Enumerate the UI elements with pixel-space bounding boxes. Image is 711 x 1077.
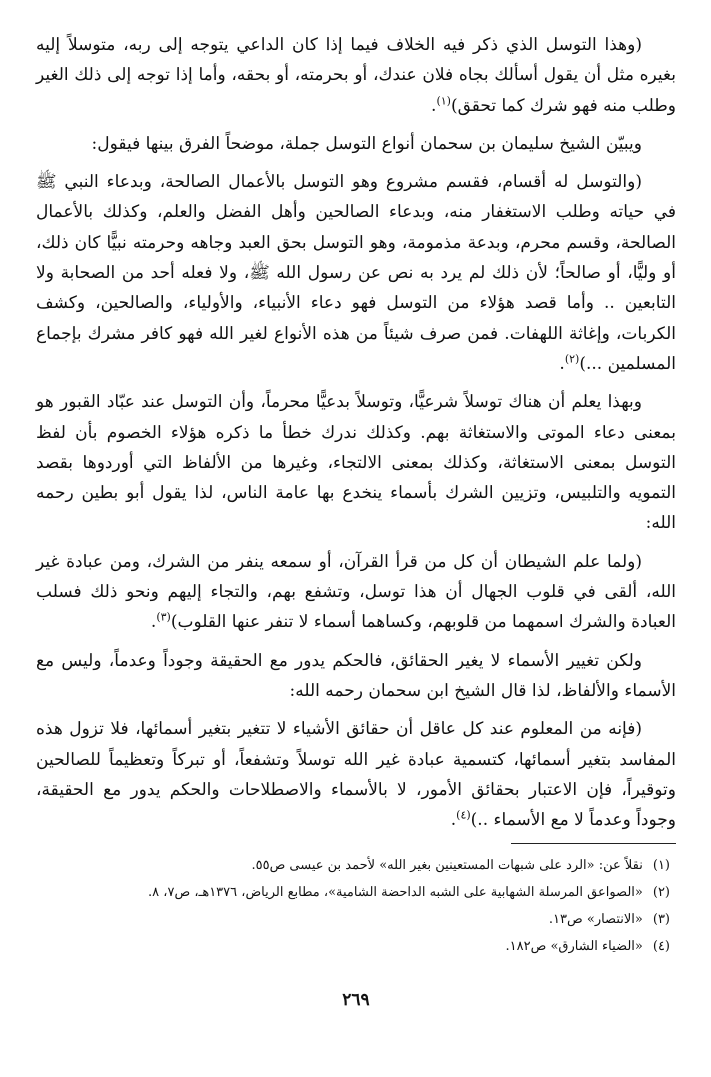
paragraph-2: ويبيّن الشيخ سليمان بن سحمان أنواع التوسل جملة، موضحاً الفرق بينها فيقول:: [91, 133, 642, 154]
book-page: [36, 30, 676, 1050]
footnote-number: (٤): [652, 939, 670, 955]
paragraph-7: (فإنه من المعلوم عند كل عاقل أن حقائق الأشياء لا تتغير بتغير أسمائها، فلا تزول هذه المفاسد بتغير أسمائها، كتسمية عبادة غير الله توسلاً وتشفعاً، أو تبركاً وتعظيماً للصالحين وتوقيراً، فإن الاعتبار بحقائق الأمور، لا بالأسماء والاصطلاحات والحكم يدور مع الحقيقة، وجوداً وعدماً لا مع الأسماء ..)$^{(٤)}$.: [36, 719, 676, 831]
footnote-1: [36, 852, 676, 879]
footnote-text: نقلاً عن: «الرد على شبهات المستعينين بغير الله» لأحمد بن عيسى ص٥٥.: [251, 858, 643, 874]
paragraph-4: وبهذا يعلم أن هناك توسلاً شرعيًّا، وتوسلاً بدعيًّا محرماً، وأن التوسل عند عبّاد القبور هو بمعنى دعاء الموتى والاستغاثة بهم. وكذلك ندرك خطأ ما ذكره هؤلاء الخصوم بأن لفظ التوسل بمعنى الاستغاثة، وكذلك بمعنى الالتجاء، وغيرها من الألفاظ التي أوردوها بقصد التمويه والتلبيس، وتزيين الشرك بأسماء ينخدع بها عامة الناس، لذا يقول أبو بطين رحمه الله:: [36, 392, 676, 534]
footnotes: [36, 852, 676, 960]
footnote-number: (٢): [652, 885, 670, 901]
paragraph-5: (ولما علم الشيطان أن كل من قرأ القرآن، أو سمعه ينفر من الشرك، ومن عبادة غير الله، ألقى في قلوب الجهال أن هذا توسل، وتشفع بهم، والتجاء إليهم ونحو ذلك فسلب العبادة والشرك اسمهما من قلوبهم، وكساهما أسماء لا تنفر عنها القلوب)$^{(٣)}$.: [36, 551, 676, 633]
footnote-divider: [511, 843, 676, 844]
paragraph-6: ولكن تغيير الأسماء لا يغير الحقائق، فالحكم يدور مع الحقيقة وجوداً وعدماً، وليس مع الأسماء والألفاظ، لذا قال الشيخ ابن سحمان رحمه الله:: [36, 650, 676, 701]
footnote-4: [36, 933, 676, 960]
footnote-number: (١): [652, 858, 670, 874]
paragraph-1: (وهذا التوسل الذي ذكر فيه الخلاف فيما إذا كان الداعي يتوجه إلى ربه، متوسلاً إليه بغيره مثل أن يقول أسألك بجاه فلان عندك، أو بحرمته، أو بحقه، وأما إذا توجه إلى ذلك الغير وطلب منه فهو شرك كما تحقق)$^{(١)}$.: [36, 35, 676, 116]
footnote-3: [36, 906, 676, 933]
footnote-ref-2[interactable]: (٢): [564, 352, 580, 366]
paragraph-3: (والتوسل له أقسام، فقسم مشروع وهو التوسل بالأعمال الصالحة، وبدعاء النبي ﷺ في حياته وطلب الاستغفار منه، وبدعاء الصالحين وأهل الفضل والعلم، وكذلك بالأعمال الصالحة، وقسم محرم، وبدعة مذمومة، وهو التوسل بحق العبد وجاهه وحرمته نبيًّا كان ذلك، أو وليًّا، أو صالحاً؛ لأن ذلك لم يرد به نص عن رسول الله ﷺ، ولا فعله أحد من الصحابة ولا التابعين .. وأما قصد هؤلاء من التوسل فهو دعاء الأنبياء، والأولياء، والصالحين، وكشف الكربات، وإغاثة اللهفات. فمن صرف شيئاً من هذه الأنواع لغير الله فهو كافر مشرك بإجماع المسلمين ...)$^{(٢)}$.: [36, 172, 676, 374]
footnote-2: [36, 879, 676, 906]
footnote-text: «الصواعق المرسلة الشهابية على الشبه الداحضة الشامية»، مطابع الرياض، ١٣٧٦هـ، ص٧، ٨.: [148, 885, 643, 901]
footnote-ref-3[interactable]: (٣): [156, 610, 171, 624]
footnote-number: (٣): [652, 912, 670, 928]
footnote-text: «الضياء الشارق» ص١٨٢.: [505, 939, 643, 955]
page-number: ٢٦٩: [342, 990, 370, 1010]
footnote-ref-1[interactable]: (١): [436, 93, 451, 107]
footnote-text: «الانتصار» ص١٣.: [548, 912, 643, 928]
footnote-ref-4[interactable]: (٤): [456, 808, 471, 822]
main-text: [36, 30, 676, 835]
